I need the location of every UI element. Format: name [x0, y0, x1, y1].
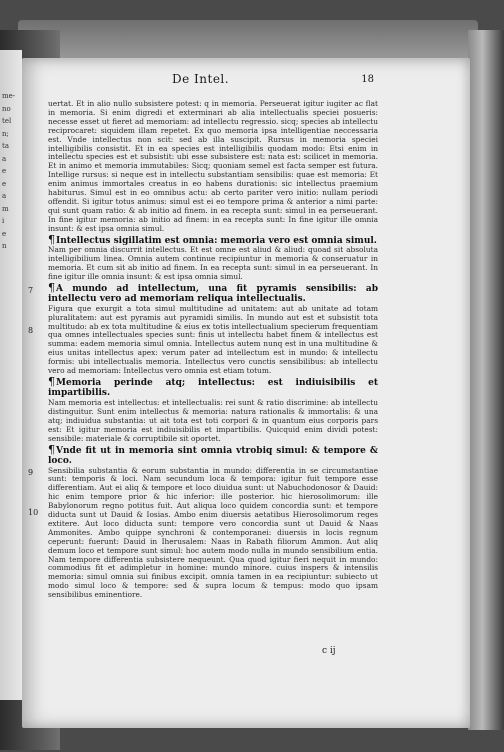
- left-page-line: m: [2, 204, 9, 213]
- body-text: [48, 100, 378, 600]
- left-page-line: n;: [2, 129, 9, 138]
- paragraph: Nam memoria est intellectus: et intellectualis: rei sunt & ratio discrimine: ab intellectu distinguitur. Sunt enim intellectus & memoria: natura rationalis & immortalis: & una atq; indiuidua substantia: ut ait tota est toti corpori & in quantum eius corporis pars est: Et igitur memoria est indiuisibilis et impartibilis. Quicquid enim dividi potest: sensibile: materiale & corruptibile sit oportet.: [48, 397, 378, 443]
- section-heading: [48, 442, 378, 467]
- section-heading-text: A mundo ad intellectum, una fit pyramis sensibilis: ab intellectu vero ad memoriam reliqua intellectualis.: [48, 283, 378, 305]
- right-page: [22, 58, 470, 728]
- left-page-line: e: [2, 179, 7, 188]
- left-page-line: i: [2, 217, 5, 225]
- paragraph: uertat. Et in alio nullo subsistere potest: q in memoria. Perseuerat igitur iugiter ac flat in memoria. Si enim digredi et exterminari ab alia intellectualis speciei posueris: necesse esset ut fieret ad memoriam: ad intellectu regressio. sicq; species ab intellectu reciprocaret: siquidem illam repetet. Ex quo memoria ipsa intelligentiae neccessaria est. Vnde intellectus non scit: sed ab illa suscipit. Rursus in memoria speciei intelligibilis consistit. Et in ea species est intelligibilis quodam modo: Etsi enim in intellectu species est et subsistit: ubi esse subsistere est: nata est: scilicet in memoria. Et in animo et memoria immutabiles: Sicq; quoniam semel est facta semper est futura. Intellige rursus: si neque est in intellectu substantiam sensibilis: quae est memoria: Et enim animus immortales creatus in eo habens durationis: sic intellectus praemium habiturus. Simul est in eo omnibus actu: ab certo pariter vero initio: nullam periodi offendit. Si igitur totus animus: simul est ei eo tempore prima & anterior a nimi parte: qui sunt quam ratio: & ab initio ad finem. in ea recepta sunt: simul in ea perseuerant. In fine igitur memoria: ab initio ad finem: in ea recepta sunt: In fine igitur ille omnia insunt: & est ipsa omnia simul.: [48, 99, 378, 233]
- left-page-line: a: [2, 154, 7, 163]
- margin-number: 10: [28, 508, 39, 517]
- pilcrow-icon: ¶: [48, 374, 55, 388]
- section-heading-text: Memoria perinde atq; intellectus: est indiuisibilis et impartibilis.: [48, 377, 378, 399]
- pilcrow-icon: ¶: [48, 280, 55, 294]
- left-page-line: ta: [2, 142, 9, 150]
- left-page-line: tel: [2, 117, 12, 125]
- section-heading: [48, 280, 378, 305]
- paragraph: Sensibilia substantia & eorum substantia in mundo: differentia in se circumstantiae sunt: temporis & loci. Nam secundum loca & tempora: igitur fuit tempore esse differentiam. Aut ei aliq & tempore et loco diuidua sunt: ut Nabuchodonosor & Dauid: hic enim tempore prior & hic inferior: ille posterior. hic hierosolimorum: ille Babylonorum regno potitus fuit. Aut aliqua loco quidem concordia sunt: et tempore diducta sunt ut Dauid & Iosias. Ambo enim diuersis aetatibus Hierosolimorum reges extitere. Aut loco diducta sunt: tempore vero concordia sunt ut Dauid & Naas Ammonites. Ambo quippe synchroni & contemporanei: diuersis in locis regnum ceperunt: fuerunt: Dauid in Iherusalem: Naas in Rabath filiorum Ammon. Aut aliq demum loco et tempore sunt simul: hoc autem modo nulla in mundo sensibilium entia. Nam tempore differentia subsistere nequeunt. Qua quod igitur fieri nequit in mundo: commodius fit et adimpletur in homine: mundo minore. cuius inspers & intensilis memoria: simul omnia sui finibus excipit. omnia tamen in ea recipiuntur: subiecto ut modo simul loco & tempore: sed & supra locum & tempus: modo quo ipsam sensibilibus eminentiore.: [48, 465, 378, 600]
- book-fore-edge: [468, 30, 504, 730]
- margin-number: 9: [28, 468, 34, 477]
- paragraph: Nam per omnia discurrit intellectus. Et est omne est aliud & aliud: quoad sit absoluta intelligibilium linea. Omnia autem continue recipiuntur in memoria & conseruatur in memoria. Et cum sit ab initio ad finem. In ea recepta sunt: simul in ea perseuerant. In fine igitur ille omnia insunt: & est ipsa omnia simul.: [48, 245, 378, 281]
- left-page-line: e: [2, 229, 7, 238]
- left-page-line: a: [2, 192, 7, 200]
- pilcrow-icon: ¶: [48, 442, 55, 456]
- left-page-text: [0, 50, 22, 253]
- running-head: [22, 72, 470, 92]
- page-title: De Intel.: [172, 72, 230, 86]
- left-page-line: no: [2, 104, 11, 113]
- signature-mark: c ij: [322, 646, 336, 656]
- section-heading-text: Vnde fit ut in memoria sint omnia vtrobiq simul: & tempore & loco.: [48, 445, 378, 466]
- margin-number: 7: [28, 286, 34, 295]
- left-page-line: n: [2, 242, 7, 250]
- pilcrow-icon: ¶: [48, 232, 55, 246]
- section-heading: [48, 374, 378, 399]
- paragraph: Figura que exurgit a tota simul multitudine ad unitatem: aut ab unitate ad totam pluralitatem: aut est pyramis aut pyramidi similis. In mundo aut est et subsistit tota multitudo: ab ex tota multitudine & eius ex totis intellectualium specierum frequentiam qua omnes intellectuales species sunt: finis ut intellectu habet finem & intellectus est summa: eadem memoria simul omnia. Intellectus autem nunq est in una multitudine & eius unitas intellectus apex: verum pater ad intellectum est in mundo: & intellectu formis: ubi intellectualis memoria. Intellectus vero cunctis sensibilibus: ab intellectu vero ad memoriam: Intellectus vero omnia est etiam totum.: [48, 303, 378, 376]
- margin-number: 8: [28, 326, 34, 335]
- book-top-edge: [18, 20, 478, 60]
- section-heading-text: Intellectus sigillatim est omnia: memoria vero est omnia simul.: [56, 235, 377, 246]
- left-page-line: me-: [2, 92, 16, 100]
- page-number: 18: [361, 74, 374, 85]
- left-page-line: e: [2, 167, 7, 175]
- left-page-fragment: [0, 50, 22, 700]
